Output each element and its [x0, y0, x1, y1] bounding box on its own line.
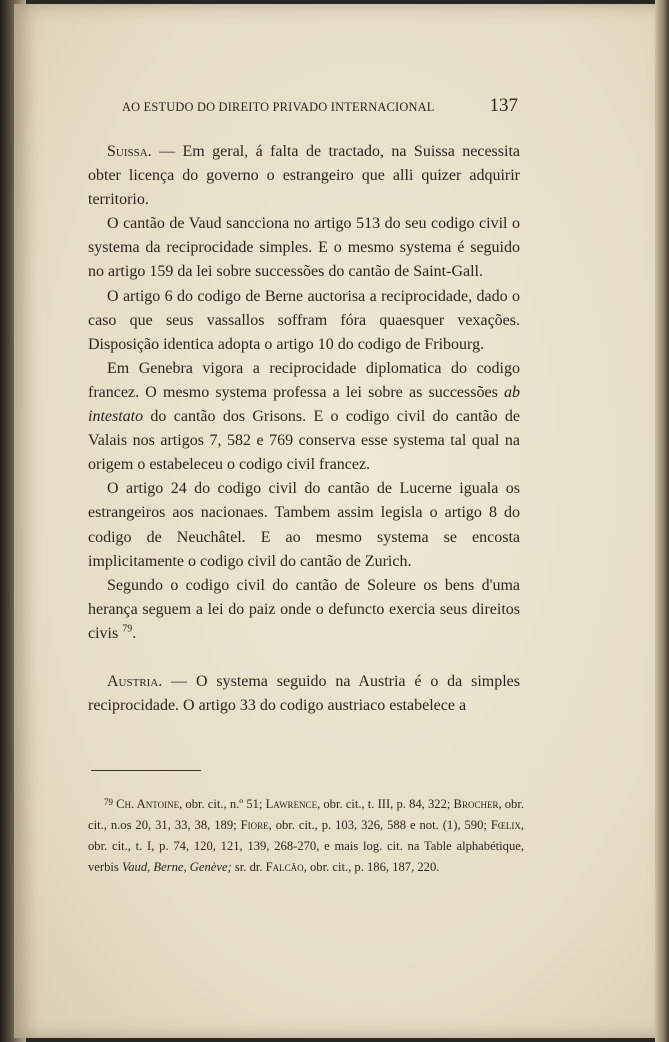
footnote-number: 79: [104, 797, 113, 807]
paragraph-text: .: [132, 624, 137, 642]
citation-text: , obr. cit., n.º 51;: [179, 797, 266, 811]
footnote-reference[interactable]: 79: [122, 623, 133, 635]
author-name: Ch. Antoine: [113, 797, 180, 811]
footnote-divider: [91, 770, 201, 771]
paragraph-lucerne: O artigo 24 do codigo civil do cantão de Lucerne iguala os estrangeiros aos nacionaes. Tambem assim legisla o artigo 8 do codigo de Neuchâtel. E ao mesmo systema se encosta implicitamente o codigo civil do cantão de Zurich.: [88, 480, 520, 570]
citation-text: , obr. cit., n.os 20, 31, 33, 38, 189;: [88, 797, 524, 832]
footnote: [88, 792, 524, 878]
citation-text: , obr. cit., p. 103, 326, 588 e not. (1), 590;: [268, 818, 491, 832]
italic-term: Vaud, Berne, Genève;: [121, 860, 232, 874]
paragraph-text: Segundo o codigo civil do cantão de Soleure os bens d'uma herança seguem a lei do paiz onde o defuncto exercia seus direitos civis: [88, 576, 520, 642]
citation-text: , obr. cit., t. I, p. 74, 120, 121, 139, 268-270, e mais log. cit. na Table alphabétique, verbis: [88, 818, 525, 874]
author-name: Falcão: [265, 860, 304, 874]
page-number: 137: [489, 95, 518, 116]
citation-text: sr. dr.: [231, 860, 266, 874]
section-lead: Austria.: [107, 672, 163, 690]
author-name: Lawrence: [265, 797, 318, 811]
paragraph-suissa: [88, 140, 520, 212]
paragraph-text: Em Genebra vigora a reciprocidade diplomatica do codigo francez. O mesmo systema professa a lei sobre as successões: [88, 359, 520, 401]
page-edge: [655, 0, 669, 1042]
author-name: Brocher: [453, 797, 499, 811]
page-header: [122, 95, 518, 120]
paragraph-genebra: [88, 357, 520, 477]
running-head: AO ESTUDO DO DIREITO PRIVADO INTERNACIONAL: [122, 100, 435, 114]
citation-text: , obr. cit., p. 186, 187, 220.: [303, 860, 440, 874]
paragraph-soleure: [88, 574, 520, 646]
author-name: Fiore: [240, 818, 269, 832]
paragraph-text: — Em geral, á falta de tractado, na Suissa necessita obter licença do governo o estrangeiro que alli quizer adquirir territorio.: [88, 143, 520, 209]
citation-text: , obr. cit., t. III, p. 84, 322;: [317, 797, 454, 811]
section-lead: Suissa.: [107, 143, 152, 160]
body-text: [88, 140, 520, 718]
italic-term: ab intestato: [88, 383, 520, 426]
section-gap: [88, 646, 520, 670]
paragraph-text: do cantão dos Grisons. E o codigo civil do cantão de Valais nos artigos 7, 582 e 769 conserva esse systema tal qual na origem o estabeleceu o codigo civil francez.: [88, 408, 520, 474]
paragraph-vaud: O cantão de Vaud sancciona no artigo 513 do seu codigo civil o systema da reciprocidade simples. E o mesmo systema é seguido no artigo 159 da lei sobre successões do cantão de Saint-Gall.: [88, 215, 520, 281]
paragraph-austria: [88, 670, 520, 718]
author-name: Fœlix: [490, 818, 521, 832]
paragraph-berne: O artigo 6 do codigo de Berne auctorisa a reciprocidade, dado o caso que seus vassallos soffram fóra quaesquer vexações. Disposição identica adopta o artigo 10 do codigo de Fribourg.: [88, 287, 520, 353]
paragraph-text: — O systema seguido na Austria é o da simples reciprocidade. O artigo 33 do codigo austriaco estabelece a: [88, 672, 520, 715]
